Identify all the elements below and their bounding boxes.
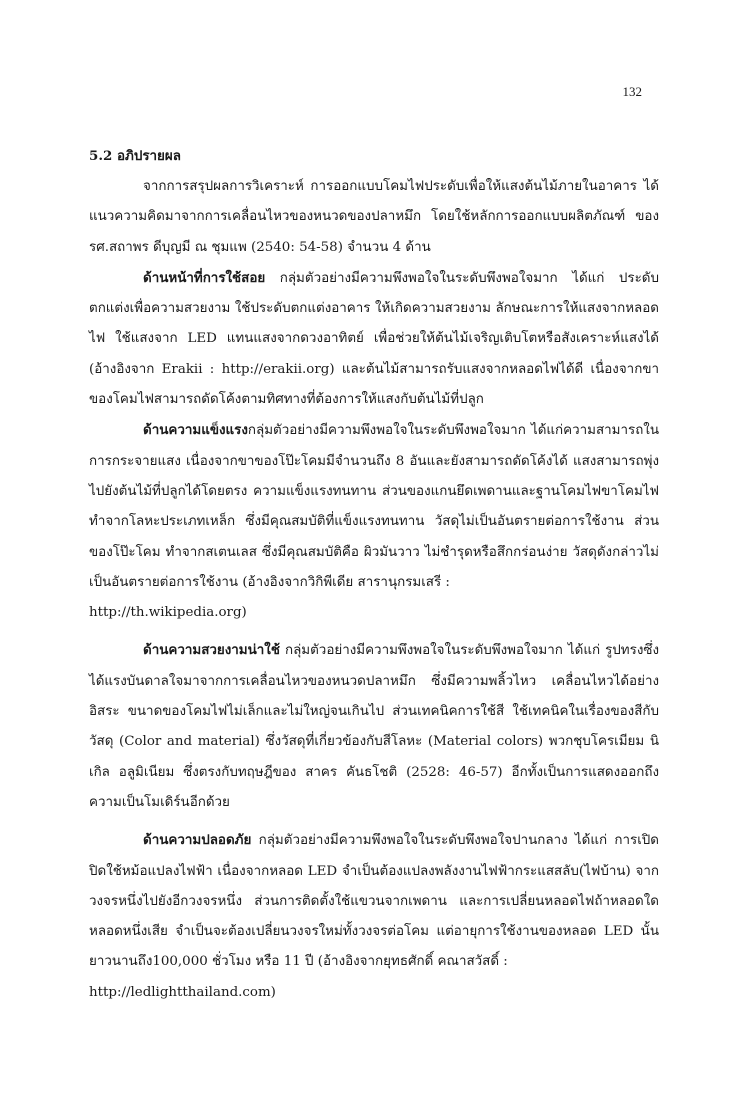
- paragraph-text: กลุ่มตัวอย่างมีความพึงพอใจในระดับพึงพอใจมาก ได้แก่ ประดับตกแต่งเพื่อความสวยงาม ใช้ประดับตกแต่งอาคาร ให้เกิดความสวยงาม ลักษณะการให้แสงจากหลอดไฟ ใช้แสงจาก LED แทนแสงจากดวงอาทิตย์ เพื่อช่วยให้ต้นไม้เจริญเติบโตหรือสังเคราะห์แสงได้ (อ้างอิงจาก Erakii : http://erakii.org) และต้นไม้สามารถรับแสงจากหลอดไฟได้ดี เนื่องจากขาของโคมไฟสามารถดัดโค้งตามทิศทางที่ต้องการให้แสงกับต้นไม้ที่ปลูก: [89, 270, 659, 408]
- paragraph-text: กลุ่มตัวอย่างมีความพึงพอใจในระดับพึงพอใจมาก ได้แก่ รูปทรงซึ่งได้แรงบันดาลใจมาจากการเคลื่อนไหวของหนวดปลาหมึก ซึ่งมีความพลิ้วไหว เคลื่อนไหวได้อย่างอิสระ ขนาดของโคมไฟไม่เล็กและไม่ใหญ่จนเกินไป ส่วนเทคนิคการใช้สี ใช้เทคนิคในเรื่องของสีกับวัสดุ (Color and material) ซึ่งวัสดุที่เกี่ยวข้องกับสีโลหะ (Material colors) พวกชุบโครเมียม นิเกิล อลูมิเนียม ซึ่งตรงกับทฤษฎีของ สาคร คันธโชติ (2528: 46-57) อีกทั้งเป็นการแสดงออกถึงความเป็นโมเดิร์นอีกด้วย: [89, 643, 659, 810]
- aesthetics-paragraph: [89, 635, 659, 818]
- topic-heading-aesthetics: ด้านความสวยงามน่าใช้: [143, 642, 280, 659]
- topic-heading-strength: ด้านความแข็งแรง: [143, 422, 248, 439]
- topic-heading-function: ด้านหน้าที่การใช้สอย: [143, 269, 266, 286]
- page-number: 132: [622, 84, 642, 99]
- paragraph-text: กลุ่มตัวอย่างมีความพึงพอใจในระดับพึงพอใจมาก ได้แก่ความสามารถในการกระจายแสง เนื่องจากขาของโป๊ะโคมมีจำนวนถึง 8 อันและยังสามารถดัดโค้งได้ แสงสามารถพุ่งไปยังต้นไม้ที่ปลูกได้โดยตรง ความแข็งแรงทนทาน ส่วนของแกนยึดเพดานและฐานโคมไฟขาโคมไฟ ทำจากโลหะประเภทเหล็ก ซึ่งมีคุณสมบัติที่แข็งแรงทนทาน วัสดุไม่เป็นอันตรายต่อการใช้งาน ส่วนของโป๊ะโคม ทำจากสเตนเลส ซึ่งมีคุณสมบัติคือ ผิวมันวาว ไม่ชำรุดหรือสึกกร่อนง่าย วัสดุดังกล่าวไม่เป็นอันตรายต่อการใช้งาน (อ้างอิงจากวิกิพีเดีย สารานุกรมเสรี :: [89, 423, 659, 590]
- safety-paragraph: [89, 825, 659, 977]
- strength-paragraph: [89, 415, 659, 598]
- document-body: [89, 140, 659, 1008]
- section-heading: 5.2 อภิปรายผล: [89, 148, 181, 164]
- reference-url: http://ledlightthailand.com): [89, 984, 276, 1000]
- paragraph-text: กลุ่มตัวอย่างมีความพึงพอใจในระดับพึงพอใจปานกลาง ได้แก่ การเปิดปิดใช้หม้อแปลงไฟฟ้า เนื่องจากหลอด LED จำเป็นต้องแปลงพลังงานไฟฟ้ากระแสสลับ(ไฟบ้าน) จากวงจรหนึ่งไปยังอีกวงจรหนึ่ง ส่วนการติดตั้งใช้แขวนจากเพดาน และการเปลี่ยนหลอดไฟถ้าหลอดใดหลอดหนึ่งเสีย จำเป็นจะต้องเปลี่ยนวงจรใหม่ทั้งวงจรต่อโคม แต่อายุการใช้งานของหลอด LED นั้นยาวนานถึง100,000 ชั่วโมง หรือ 11 ปี (อ้างอิงจากยุทธศักดิ์ คณาสวัสดิ์ :: [89, 833, 659, 970]
- reference-url: http://th.wikipedia.org): [89, 605, 247, 621]
- intro-paragraph: [89, 172, 659, 263]
- topic-heading-safety: ด้านความปลอดภัย: [143, 832, 252, 849]
- paragraph-text: จากการสรุปผลการวิเคราะห์ การออกแบบโคมไฟประดับเพื่อให้แสงต้นไม้ภายในอาคาร ได้แนวความคิดมาจากการเคลื่อนไหวของหนวดของปลาหมึก โดยใช้หลักการออกแบบผลิตภัณฑ์ ของ รศ.สถาพร ดีบุญมี ณ ชุมแพ (2540: 54-58) จำนวน 4 ด้าน: [89, 179, 659, 255]
- function-paragraph: [89, 263, 659, 415]
